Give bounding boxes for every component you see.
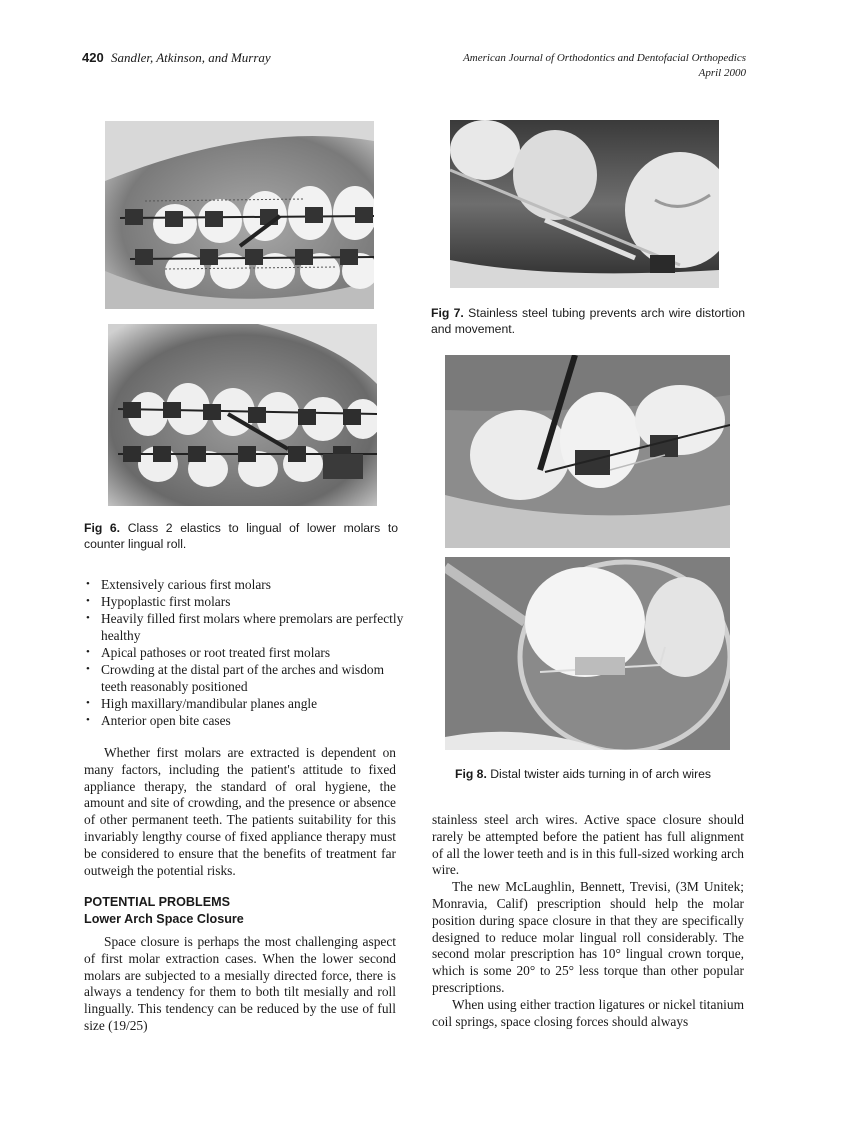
body-paragraph: Whether first molars are extracted is dependent on many factors, including the patient's attitude to fixed appliance therapy, the standard of oral hygiene, the amount and site of crowding, and the presence or absence of other permanent teeth. The patients suitability for this invariably lengthy course of fixed appliance therapy must be considered to ensure that the benefits of treatment far outweigh the potential risks. — [84, 745, 396, 878]
fig8-label: Fig 8. — [455, 767, 487, 781]
braces-photo-illustration — [108, 324, 377, 506]
fig7-label: Fig 7. — [431, 306, 464, 320]
left-column-paragraph-2 — [84, 934, 396, 1035]
body-paragraph: stainless steel arch wires. Active space closure should rarely be attempted before the patient has full alignment of all the lower teeth and is in this full-sized working arch wire. — [432, 812, 744, 878]
journal-title: American Journal of Orthodontics and Dentofacial Orthopedics — [463, 52, 746, 64]
authors: Sandler, Atkinson, and Murray — [110, 50, 271, 65]
fig8-caption — [455, 766, 755, 782]
list-item: • Hypoplastic first molars — [86, 593, 406, 610]
running-header-left — [82, 50, 271, 66]
list-item: • Anterior open bite cases — [86, 712, 406, 729]
distal-twister-photo-illustration — [445, 355, 730, 548]
body-paragraph: The new McLaughlin, Bennett, Trevisi, (3M Unitek; Monravia, Calif) prescription should help the molar position during space closure in that they are specifically designed to reduce molar lingual roll considerably. The second molar prescription has 10° lingual crown torque, which is some 20° to 25° less torque than other popular prescriptions. — [432, 879, 744, 995]
braces-photo-illustration — [105, 121, 374, 309]
tubing-photo-illustration — [450, 120, 719, 288]
fig6-photo-2 — [108, 324, 377, 506]
fig6-label: Fig 6. — [84, 521, 121, 535]
dental-mirror-photo-illustration — [445, 557, 730, 750]
running-header-right — [463, 51, 746, 81]
right-column-text — [432, 812, 744, 1030]
fig8-photo-2 — [445, 557, 730, 750]
fig6-caption — [84, 520, 398, 552]
fig7-caption — [431, 305, 745, 337]
page-number: 420 — [82, 50, 104, 65]
fig6-photo-1 — [105, 121, 374, 309]
list-item: • Heavily filled first molars where premolars are perfectly healthy — [86, 610, 406, 644]
section-heading: POTENTIAL PROBLEMS — [84, 895, 231, 909]
list-item: • Apical pathoses or root treated first molars — [86, 644, 406, 661]
fig8-photo-1 — [445, 355, 730, 548]
list-item: • Extensively carious first molars — [86, 576, 406, 593]
fig8-caption-text: Distal twister aids turning in of arch wires — [486, 767, 712, 781]
fig7-caption-text: Stainless steel tubing prevents arch wire distortion and movement. — [431, 306, 746, 336]
fig6-caption-text: Class 2 elastics to lingual of lower molars to counter lingual roll. — [84, 521, 399, 551]
body-paragraph: Space closure is perhaps the most challenging aspect of first molar extraction cases. When the lower second molars are subjected to a mesially directed force, there is always a tendency for them to both tilt mesially and roll lingually. This tendency can be reduced by the use of full size (19/25) — [84, 934, 396, 1033]
left-column-paragraph-1 — [84, 745, 396, 879]
list-item: • Crowding at the distal part of the arches and wisdom teeth reasonably positioned — [86, 661, 406, 695]
subsection-heading: Lower Arch Space Closure — [84, 912, 244, 926]
body-paragraph: When using either traction ligatures or nickel titanium coil springs, space closing forces should always — [432, 996, 744, 1029]
issue-date: April 2000 — [698, 67, 746, 79]
fig7-photo — [450, 120, 719, 288]
list-item: • High maxillary/mandibular planes angle — [86, 695, 406, 712]
indications-list — [86, 576, 406, 729]
